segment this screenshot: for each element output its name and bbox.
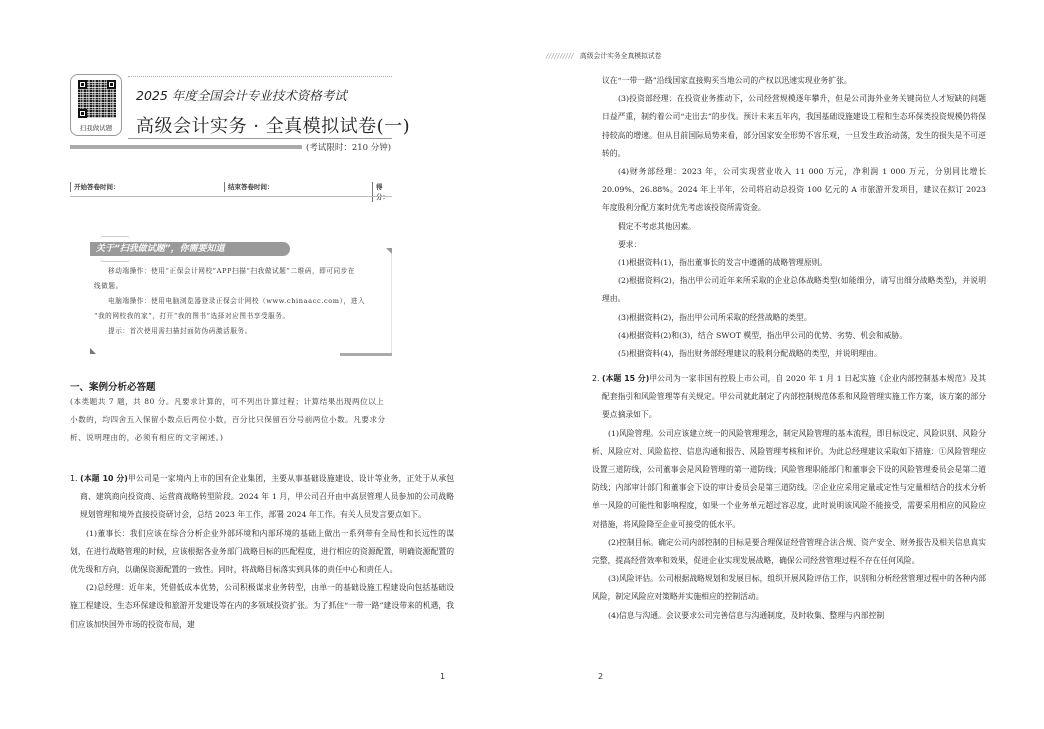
question-1-material-3: (3)投资部经理：在投资业务推动下，公司经营规模逐年攀升，但是公司海外业务关键岗位人才短缺的问题日益严重，制约着公司“走出去”的步伐。预计未来五年内，我国基础设施建设工程和生态环保类投资规模仍将保持较高的增速。但从目前国际局势来看，部分国家安全形势不容乐观，一旦发生政治动荡，发生的损失是不可逆转的。 (602, 94, 986, 158)
score-field: 得分： (372, 182, 392, 202)
notice-mobile: 移动端操作：使用“正保会计网校”APP扫描“扫我做试题”二维码，即可同步在 (108, 267, 356, 275)
qr-label: 扫我做试题 (79, 124, 113, 132)
requirement-item: (2)根据资料(2)，指出甲公司近年来所采取的企业总体战略类型(如能细分，请写出细分战略类型)，并说明理由。 (602, 276, 986, 304)
question-2 (592, 370, 986, 625)
question-2-material-2: (2)控制目标。确定公司内部控制的目标是要合理保证经营管理合法合规、资产安全、财务报告及相关信息真实完整，提高经营效率和效果，促进企业实现发展战略，确保公司经营管理过程不存在任何风险。 (592, 537, 986, 566)
qr-finder-icon (78, 80, 87, 89)
notice-tip: 提示：首次使用需扫描封面防伪码激活服务。 (108, 327, 252, 335)
question-1-material-1: (1)董事长：我们应该在综合分析企业外部环境和内部环境的基础上做出一系列带有全局性和长远性的谋划，在进行战略管理的时候，应该根据各业务部门战略目标的匹配程度，进行相应的资源配置，明确资源配置的优先级和方向，以确保资源配置的一致性。同时，将战略目标落实到具体的责任中心和责任人。 (70, 528, 454, 575)
question-intro-text: 甲公司为一家非国有控股上市公司，自 2020 年 1 月 1 日起实施《企业内部控制基本规范》及其配套指引和风险管理等有关规定。甲公司就此制定了内部控制规范体系和风险管理实施工作方案，该方案的部分要点摘录如下。 (602, 374, 986, 420)
requirement-item: (1)根据资料(1)，指出董事长的发言中遵循的战略管理原则。 (618, 258, 828, 268)
question-1-assumption: 假定不考虑其他因素。 (618, 221, 696, 231)
question-1-continued (602, 72, 986, 363)
qr-finder-icon (107, 80, 116, 89)
requirements-label: 要求： (618, 239, 642, 249)
running-header (546, 50, 661, 60)
decorative-bar (70, 145, 302, 149)
requirement-item: (5)根据资料(4)，指出财务部经理建议的股利分配战略的类型，并说明理由。 (618, 349, 882, 359)
page-fold-icon (90, 348, 96, 354)
qr-code-box[interactable] (70, 74, 122, 136)
question-1 (70, 470, 454, 634)
question-2-material-4: (4)信息与沟通。会议要求公司完善信息与沟通制度，及时收集、整理与内部控制 (608, 610, 885, 620)
answer-row-divider (70, 196, 392, 197)
question-1-material-2: (2)总经理：近年来，凭借低成本优势，公司积极谋求业务转型，由单一的基础设施工程建设向包括基础设施工程建设、生态环保建设和旅游开发建设等在内的多领域投资扩张。为了抓住“一带一路”建设带来的机遇，我们应该加快国外市场的投资布局，建 (70, 583, 454, 629)
notice-pc: 电脑端操作：使用电脑浏览器登录正保会计网校（www.chinaacc.com），进入 (108, 297, 366, 305)
end-time-field: 结束答卷时间： (224, 182, 274, 192)
question-1-intro (70, 470, 454, 525)
question-1-material-2-cont: 议在“一带一路”沿线国家直接购买当地公司的产权以迅速实现业务扩张。 (602, 76, 852, 85)
section-heading: 一、案例分析必答题 (70, 382, 156, 393)
exam-year-title: 2025 年度全国会计专业技术资格考试 (136, 88, 347, 103)
notice-mobile-cont: 线做题。 (94, 282, 123, 290)
requirement-item: (4)根据资料(2)和(3)，结合 SWOT 模型，指出甲公司的优势、劣势、机会和威胁。 (618, 330, 908, 340)
section-note: (本类题共 7 题，共 80 分。凡要求计算的，可不列出计算过程；计算结果出现两位以上小数的，均四舍五入保留小数点后两位小数，百分比只保留百分号前两位小数。凡要求分析、说明理由的，必须有相应的文字阐述。) (70, 397, 386, 442)
qr-code-icon[interactable] (78, 80, 116, 118)
time-limit: (考试限时：210 分钟) (306, 143, 392, 153)
notice-pc-cont: “我的网校我的家”，打开“我的图书”选择对应图书享受服务。 (94, 312, 290, 320)
question-intro-text: 甲公司是一家境内上市的国有企业集团，主要从事基础设施建设、设计等业务，正处于从承包商、建筑商向投资商、运营商战略转型阶段。2024 年 1 月，甲公司召开由中高层管理人员参加的公司战略规划管理和境外直接投资研讨会，总结 2023 年工作，部署 2024 年工作。有关人员发言要点如下。 (80, 474, 454, 520)
requirement-item: (3)根据资料(2)，指出甲公司所采取的经营战略的类型。 (618, 312, 812, 322)
header-dotted-rule (128, 76, 392, 77)
question-2-material-3: (3)风险评估。公司根据战略规划和发展目标，组织开展风险评估工作，识别和分析经营管理过程中的各种内部风险，制定风险应对策略并实施相应的控制活动。 (592, 574, 986, 602)
notice-text (94, 264, 390, 339)
scan-notice-card (80, 240, 396, 358)
qr-finder-icon (78, 109, 87, 118)
question-2-material-1: (1)风险管理。公司应该建立统一的风险管理理念，制定风险管理的基本流程，即目标设定、风险识别、风险分析、风险应对、风险监控、信息沟通和报告、风险管理考核和评价。为此总经理建议采取如下措施：①风险管理应设置三道防线，公司董事会是风险管理的第一道防线；风险管理职能部门和董事会下设的风险管理委员会是第二道防线；内部审计部门和董事会下设的审计委员会是第三道防线。②企业应采用定量或定性与定量相结合的技术分析单一风险的可能性和影响程度，如果一个业务单元超过容忍度，此时说明该风险不能接受，需要采用相应的风险应对措施，将风险降至企业可接受的低水平。 (592, 428, 986, 529)
title-divider (128, 138, 392, 139)
question-2-intro (592, 370, 986, 425)
question-score: (本题 10 分) (80, 474, 128, 483)
running-header-title: 高级会计实务全真模拟试卷 (579, 52, 662, 60)
question-number: 2. (592, 374, 600, 383)
question-number: 1. (70, 474, 78, 483)
exam-main-title: 高级会计实务 · 全真模拟试卷(一) (136, 116, 411, 137)
page-fold-icon (386, 248, 392, 254)
slash-decoration: ////////// (546, 52, 574, 60)
notice-banner: 关于“扫我做试题”，你需要知道 (90, 242, 290, 256)
answer-info-row (70, 182, 392, 201)
notice-shadow (340, 353, 392, 356)
page-number: 2 (598, 672, 604, 681)
question-score: (本题 15 分) (602, 374, 650, 383)
question-1-material-4: (4)财务部经理：2023 年，公司实现营业收入 11 000 万元，净利润 1 000 万元，分别同比增长 20.09%、26.88%。2024 年上半年，公司将启动总投资 100 亿元的 A 市旅游开发项目，建议在拟订 2023 年度股利分配方案时优先考虑该投资所需资金。 (602, 167, 986, 213)
page-number: 1 (440, 672, 446, 681)
start-time-field: 开始答卷时间： (70, 182, 120, 192)
page-2 (522, 0, 1044, 729)
